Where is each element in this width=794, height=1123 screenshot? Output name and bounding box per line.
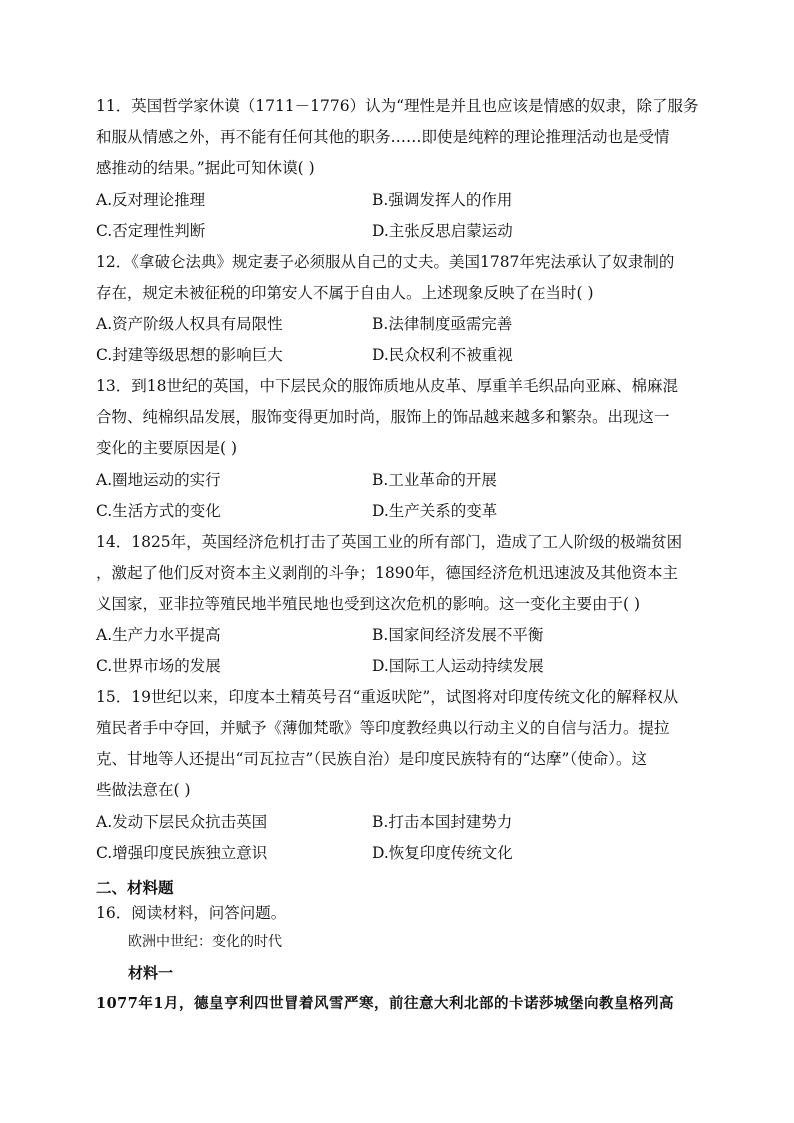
q13-option-b: B.工业革命的开展: [372, 471, 497, 489]
q15-line-2: 殖民者手中夺回，并赋予《薄伽梵歌》等印度教经典以行动主义的自信与活力。提拉: [96, 719, 670, 737]
q11-line-3: 感推动的结果。”据此可知休谟( ): [96, 159, 315, 177]
q12-line-2: 存在，规定未被征税的印第安人不属于自由人。上述现象反映了在当时( ): [96, 284, 594, 302]
q11-option-b: B.强调发挥人的作用: [372, 191, 513, 209]
q11-option-d: D.主张反思启蒙运动: [372, 222, 513, 240]
q15-line-3: 克、甘地等人还提出“司瓦拉吉”（民族自治）是印度民族特有的“达摩”（使命）。这: [96, 750, 647, 768]
q14-line-1: 14．1825年，英国经济危机打击了英国工业的所有部门，造成了工人阶级的极端贫困: [96, 533, 683, 551]
q15-option-c: C.增强印度民族独立意识: [96, 844, 268, 862]
q11-option-a: A.反对理论推理: [96, 191, 206, 209]
q11-option-c: C.否定理性判断: [96, 222, 206, 240]
q12-option-c: C.封建等级思想的影响巨大: [96, 346, 283, 364]
q14-line-3: 义国家，亚非拉等殖民地半殖民地也受到这次危机的影响。这一变化主要由于( ): [96, 595, 641, 613]
q14-option-d: D.国际工人运动持续发展: [372, 657, 544, 675]
q16-material-text: 1077年1月，德皇亨利四世冒着风雪严寒，前往意大利北部的卡诺莎城堡向教皇格列高: [96, 995, 674, 1012]
q15-option-b: B.打击本国封建势力: [372, 813, 513, 831]
q13-line-2: 合物、纯棉织品发展，服饰变得更加时尚，服饰上的饰品越来越多和繁杂。出现这一: [96, 408, 670, 426]
q15-line-1: 15．19世纪以来，印度本土精英号召“重返吠陀”，试图将对印度传统文化的解释权从: [96, 688, 679, 706]
q15-option-d: D.恢复印度传统文化: [372, 844, 513, 862]
q15-line-4: 些做法意在( ): [96, 781, 191, 799]
q11-line-2: 和服从情感之外，再不能有任何其他的职务……即使是纯粹的理论推理活动也是受情: [96, 128, 670, 146]
q12-option-d: D.民众权利不被重视: [372, 346, 513, 364]
q13-option-a: A.圈地运动的实行: [96, 471, 221, 489]
q13-option-c: C.生活方式的变化: [96, 502, 221, 520]
q16-material-heading: 材料一: [128, 964, 174, 982]
q14-option-a: A.生产力水平提高: [96, 626, 221, 644]
q13-line-1: 13．到18世纪的英国，中下层民众的服饰质地从皮革、厚重羊毛织品向亚麻、棉麻混: [96, 377, 678, 395]
q12-line-1: 12．《拿破仑法典》规定妻子必须服从自己的丈夫。美国1787年宪法承认了奴隶制的: [96, 253, 675, 271]
q16-subtitle: 欧洲中世纪：变化的时代: [128, 934, 282, 950]
q14-line-2: ，激起了他们反对资本主义剥削的斗争；1890年，德国经济危机迅速波及其他资本主: [96, 564, 678, 582]
q15-option-a: A.发动下层民众抗击英国: [96, 813, 268, 831]
q16-line-1: 16．阅读材料，问答问题。: [96, 904, 287, 922]
section-title-materials: 二、材料题: [96, 878, 174, 897]
q11-line-1: 11．英国哲学家休谟（1711－1776）认为“理性是并且也应该是情感的奴隶，除了服务: [96, 97, 699, 115]
q14-option-c: C.世界市场的发展: [96, 657, 221, 675]
q14-option-b: B.国家间经济发展不平衡: [372, 626, 544, 644]
q13-option-d: D.生产关系的变革: [372, 502, 498, 520]
q12-option-a: A.资产阶级人权具有局限性: [96, 315, 283, 333]
q13-line-3: 变化的主要原因是( ): [96, 439, 238, 457]
q12-option-b: B.法律制度亟需完善: [372, 315, 513, 333]
